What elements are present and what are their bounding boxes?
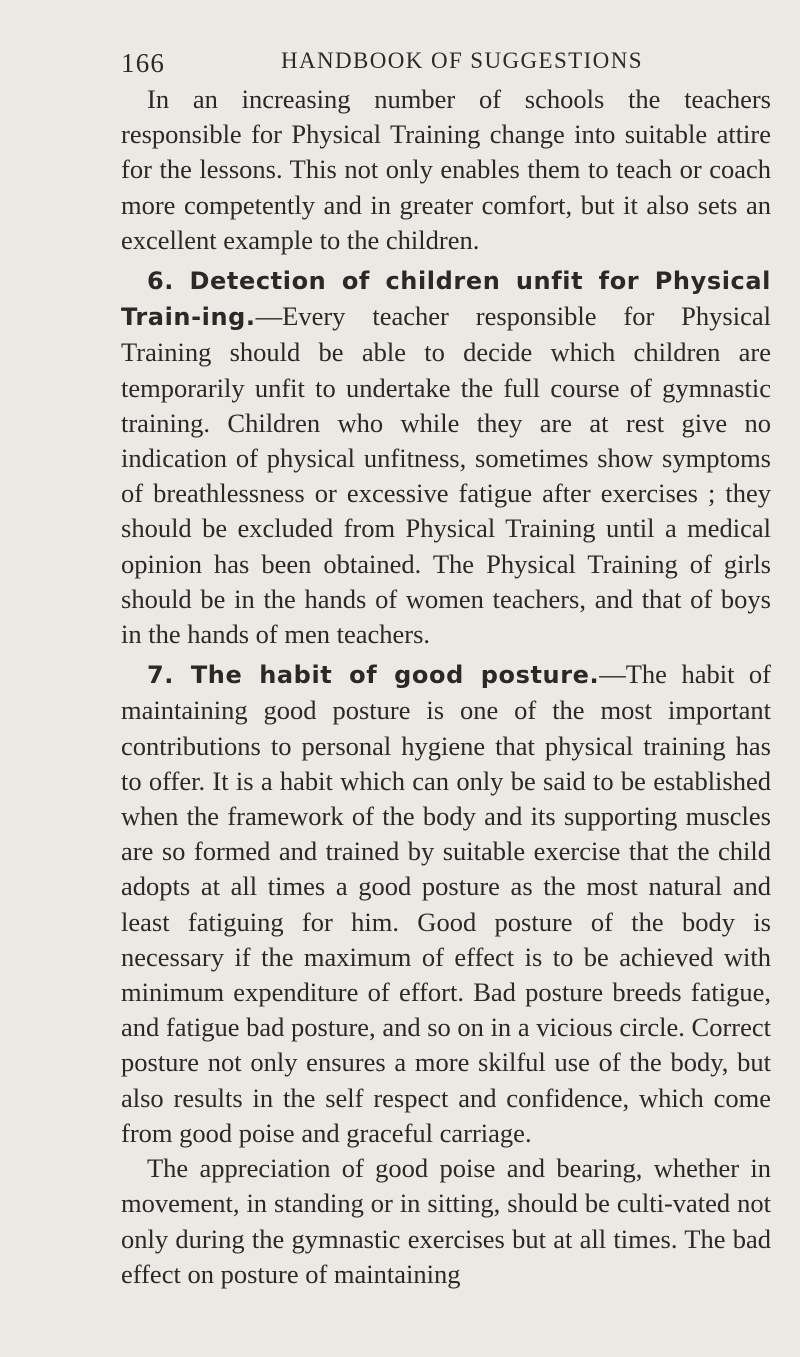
- paragraph-posture-body: —The habit of maintaining good posture is one of the most important contributions to personal hygiene that physical training has to offer. It is a habit which can only be said to be established when the framework of the body and its supporting muscles are so formed and trained by suitable exercise that the child adopts at all times a good posture as the most natural and least fatiguing for him. Good posture of the body is necessary if the maximum of effect is to be achieved with minimum expenditure of effort. Bad posture breeds fatigue, and fatigue bad posture, and so on in a vicious circle. Correct posture not only ensures a more skilful use of the body, but also results in the self respect and confidence, which come from good poise and graceful carriage.: [121, 659, 771, 1148]
- paragraph-appreciation: The appreciation of good poise and bearing, whether in movement, in standing or in sitting, should be culti-vated not only during the gymnastic exercises but at all times. The bad effect on posture of maintaining: [121, 1153, 771, 1289]
- body-text: [121, 82, 771, 1292]
- page-number: 166: [121, 48, 166, 78]
- section-heading-detection: 6. Detection of children unfit for Physical Train-ing.: [121, 267, 771, 332]
- section-heading-posture: 7. The habit of good posture.: [147, 661, 600, 690]
- running-head-title: HANDBOOK OF SUGGESTIONS: [281, 48, 643, 73]
- running-head: [121, 40, 771, 82]
- paragraph-detection-body: —Every teacher responsible for Physical Training should be able to decide which children are temporarily unfit to undertake the full course of gymnastic training. Children who while they are at rest give no indication of physical unfitness, sometimes show symptoms of breathlessness or excessive fatigue after exercises ; they should be excluded from Physical Training until a medical opinion has been obtained. The Physical Training of girls should be in the hands of women teachers, and that of boys in the hands of men teachers.: [121, 301, 771, 650]
- paragraph-posture: [121, 657, 771, 1151]
- paragraph-detection: [121, 263, 771, 652]
- paragraph-attire: In an increasing number of schools the teachers responsible for Physical Training change into suitable attire for the lessons. This not only enables them to teach or coach more competently and in greater comfort, but it also sets an excellent example to the children.: [121, 84, 771, 255]
